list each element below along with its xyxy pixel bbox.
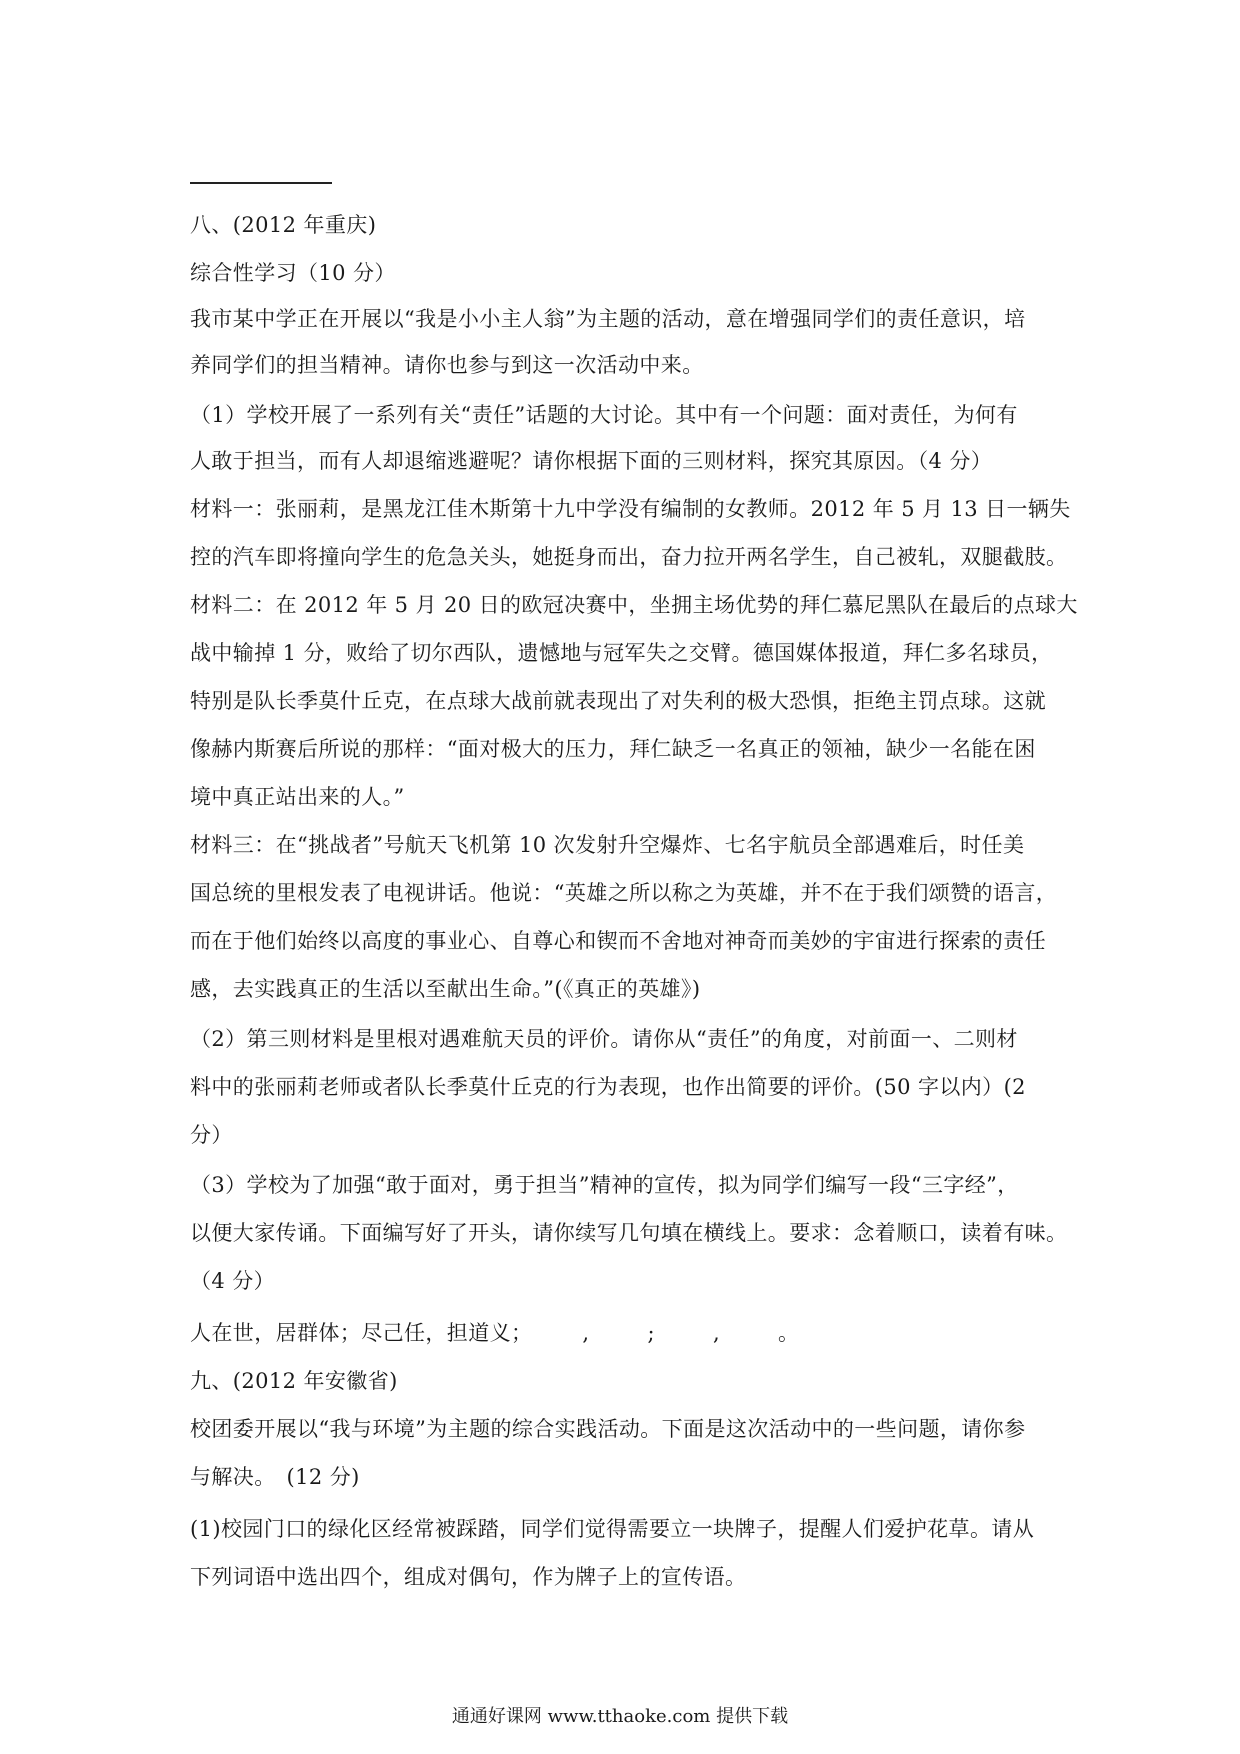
question-line: （3）学校为了加强“敢于面对，勇于担当”精神的宣传，拟为同学们编写一段“三字经”， — [190, 1173, 1019, 1197]
material-line: 材料一：张丽莉，是黑龙江佳木斯第十九中学没有编制的女教师。2012 年 5 月 13 日一辆失 — [190, 497, 1071, 521]
section-heading: 九、(2012 年安徽省) — [190, 1369, 398, 1393]
text-line: 战中输掉 1 分，败给了切尔西队，遗憾地与冠军失之交臂。德国媒体报道，拜仁多名球员， — [190, 641, 1053, 665]
text-line: 感，去实践真正的生活以至献出生命。”(《真正的英雄》) — [190, 977, 701, 1001]
text-line: 与解决。 (12 分) — [190, 1465, 360, 1489]
question-line: (1)校园门口的绿化区经常被踩踏，同学们觉得需要立一块牌子，提醒人们爱护花草。请从 — [190, 1517, 1035, 1541]
text-line: 国总统的里根发表了电视讲话。他说：“英雄之所以称之为英雄，并不在于我们颂赞的语言， — [190, 881, 1058, 905]
text-line: 下列词语中选出四个，组成对偶句，作为牌子上的宣传语。 — [190, 1565, 747, 1589]
text-line: 境中真正站出来的人。” — [190, 785, 405, 809]
text-line: 养同学们的担当精神。请你也参与到这一次活动中来。 — [190, 353, 704, 377]
text-line: 像赫内斯赛后所说的那样：“面对极大的压力，拜仁缺乏一名真正的领袖，缺少一名能在困 — [190, 737, 1036, 761]
footnote-rule — [190, 182, 332, 184]
text-line: 而在于他们始终以高度的事业心、自尊心和锲而不舍地对神奇而美妙的宇宙进行探索的责任 — [190, 929, 1046, 953]
material-line: 材料二：在 2012 年 5 月 20 日的欧冠决赛中，坐拥主场优势的拜仁慕尼黑队在最后的点球大 — [190, 593, 1078, 617]
page-footer: 通通好课网 www.tthaoke.com 提供下载 — [451, 1706, 789, 1727]
fill-punct: , — [582, 1321, 590, 1345]
material-line: 材料三：在“挑战者”号航天飞机第 10 次发射升空爆炸、七名宇航员全部遇难后，时任美 — [190, 833, 1025, 857]
fill-punct: , — [712, 1321, 721, 1345]
text-line: 料中的张丽莉老师或者队长季莫什丘克的行为表现，也作出简要的评价。(50 字以内）(2 — [190, 1075, 1026, 1099]
text-line: 分） — [190, 1123, 233, 1147]
text-line: 人敢于担当，而有人却退缩逃避呢？请你根据下面的三则材料，探究其原因。（4 分） — [190, 449, 993, 473]
text-line: 特别是队长季莫什丘克，在点球大战前就表现出了对失利的极大恐惧，拒绝主罚点球。这就 — [190, 689, 1046, 713]
section-heading: 八、(2012 年重庆) — [190, 213, 377, 237]
fill-prefix: 人在世，居群体；尽己任，担道义； — [190, 1321, 533, 1345]
question-line: （2）第三则材料是里根对遇难航天员的评价。请你从“责任”的角度，对前面一、二则材 — [190, 1027, 1018, 1051]
text-line: 我市某中学正在开展以“我是小小主人翁”为主题的活动，意在增强同学们的责任意识，培 — [190, 307, 1026, 331]
text-line: （4 分） — [190, 1269, 276, 1293]
fill-in-line — [190, 1318, 1060, 1348]
fill-punct: ; — [647, 1321, 655, 1345]
text-line: 校团委开展以“我与环境”为主题的综合实践活动。下面是这次活动中的一些问题，请你参 — [190, 1417, 1026, 1441]
question-line: （1）学校开展了一系列有关“责任”话题的大讨论。其中有一个问题：面对责任，为何有 — [190, 403, 1018, 427]
text-line: 以便大家传诵。下面编写好了开头，请你续写几句填在横线上。要求：念着顺口，读着有味。 — [190, 1221, 1068, 1245]
text-line: 控的汽车即将撞向学生的危急关头，她挺身而出，奋力拉开两名学生，自己被轧，双腿截肢。 — [190, 545, 1068, 569]
subheading: 综合性学习（10 分） — [190, 261, 396, 285]
fill-punct: 。 — [778, 1321, 800, 1345]
